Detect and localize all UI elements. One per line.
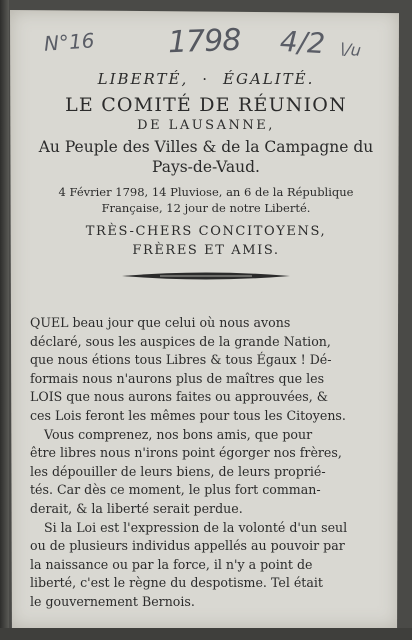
body-line: la naissance ou par la force, il n'y a point de: [30, 556, 313, 572]
body-line: être libres nous n'irons point égorger nos frères,: [30, 445, 342, 461]
scan-border-left: [0, 0, 9, 640]
body-line: QUEL beau jour que celui où nous avons: [30, 315, 291, 330]
motto-egalite: ÉGALITÉ.: [223, 70, 315, 88]
body-line: derait, & la liberté serait perdue.: [30, 500, 243, 516]
salutation-line-2: FRÈRES ET AMIS.: [132, 243, 280, 258]
dateline: [22, 184, 390, 216]
motto: [22, 70, 390, 88]
body-line: tés. Car dès ce moment, le plus fort comman-: [30, 482, 321, 498]
body-line: formais nous n'aurons plus de maîtres que les: [30, 370, 325, 386]
motto-liberte: LIBERTÉ,: [97, 70, 189, 88]
body-line: déclaré, sous les auspices de la grande Nation,: [30, 333, 331, 349]
body-line: LOIS que nous aurons faites ou approuvées, &: [30, 389, 328, 405]
motto-separator: ·: [202, 70, 210, 88]
body-line: les dépouiller de leurs biens, de leurs proprié-: [30, 463, 326, 479]
handwritten-year: 1798: [167, 22, 241, 61]
addressee-line-1: Au Peuple des Villes & de la Campagne du: [38, 138, 374, 156]
body-line: liberté, c'est le règne du despotisme. Tel était: [30, 575, 323, 591]
body-line: que nous étions tous Libres & tous Égaux ! Dé-: [30, 352, 332, 368]
ornamental-rule: [120, 270, 292, 282]
body-line: le gouvernement Bernois.: [30, 593, 195, 609]
dateline-line-1: 4 Février 1798, 14 Pluviose, an 6 de la République: [58, 185, 354, 199]
body-line: Si la Loi est l'expression de la volonté d'un seul: [44, 519, 348, 535]
dateline-line-2: Française, 12 jour de notre Liberté.: [101, 201, 311, 215]
addressee: [22, 137, 390, 177]
archive-annotations: [40, 18, 370, 61]
body-line: ou de plusieurs individus appellés au pouvoir par: [30, 538, 345, 554]
document-title: LE COMITÉ DE RÉUNION: [65, 94, 347, 116]
handwritten-number: N°16: [43, 28, 96, 56]
scan-border-bottom: [0, 628, 412, 640]
salutation: [22, 222, 390, 260]
document-header: [22, 70, 390, 286]
body-line: ces Lois feront les mêmes pour tous les Citoyens.: [30, 407, 346, 423]
addressee-line-2: Pays-de-Vaud.: [152, 158, 260, 176]
handwritten-mark: \/u: [339, 38, 362, 61]
handwritten-fraction: 4/2: [279, 24, 326, 61]
document-subtitle: DE LAUSANNE,: [137, 118, 275, 133]
document-body: [30, 314, 390, 612]
salutation-line-1: TRÈS-CHERS CONCITOYENS,: [85, 224, 327, 239]
body-line: Vous comprenez, nos bons amis, que pour: [44, 426, 313, 442]
